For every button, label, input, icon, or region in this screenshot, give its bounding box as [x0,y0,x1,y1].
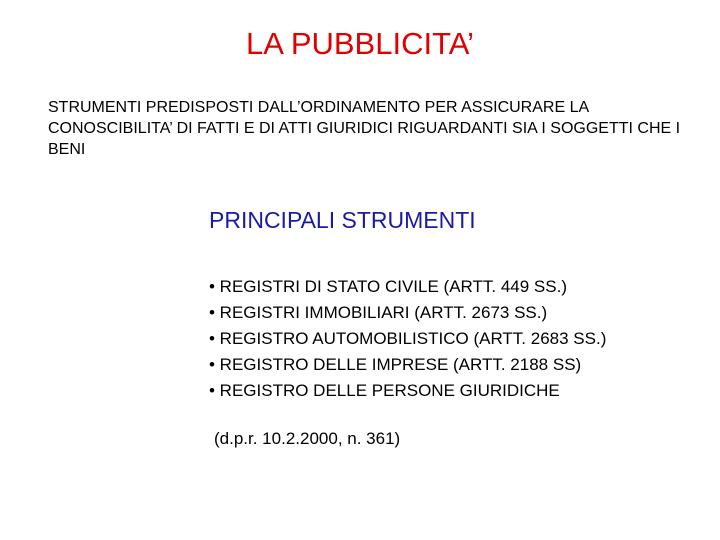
list-item: • REGISTRO AUTOMOBILISTICO (ARTT. 2683 SS.) [209,329,607,348]
list-item: • REGISTRO DELLE PERSONE GIURIDICHE [209,381,560,400]
instruments-list [209,274,606,404]
slide-title: LA PUBBLICITA’ [246,26,474,61]
list-item: • REGISTRO DELLE IMPRESE (ARTT. 2188 SS) [209,355,582,374]
section-subtitle: PRINCIPALI STRUMENTI [209,207,476,233]
intro-paragraph: STRUMENTI PREDISPOSTI DALL’ORDINAMENTO PER ASSICURARE LA CONOSCIBILITA’ DI FATTI E DI ATTI GIURIDICI RIGUARDANTI SIA I SOGGETTI CHE I BENI [48,99,681,158]
list-item: • REGISTRI IMMOBILIARI (ARTT. 2673 SS.) [209,303,548,322]
list-item: • REGISTRI DI STATO CIVILE (ARTT. 449 SS.) [209,277,567,296]
legal-reference-note: (d.p.r. 10.2.2000, n. 361) [214,429,401,448]
